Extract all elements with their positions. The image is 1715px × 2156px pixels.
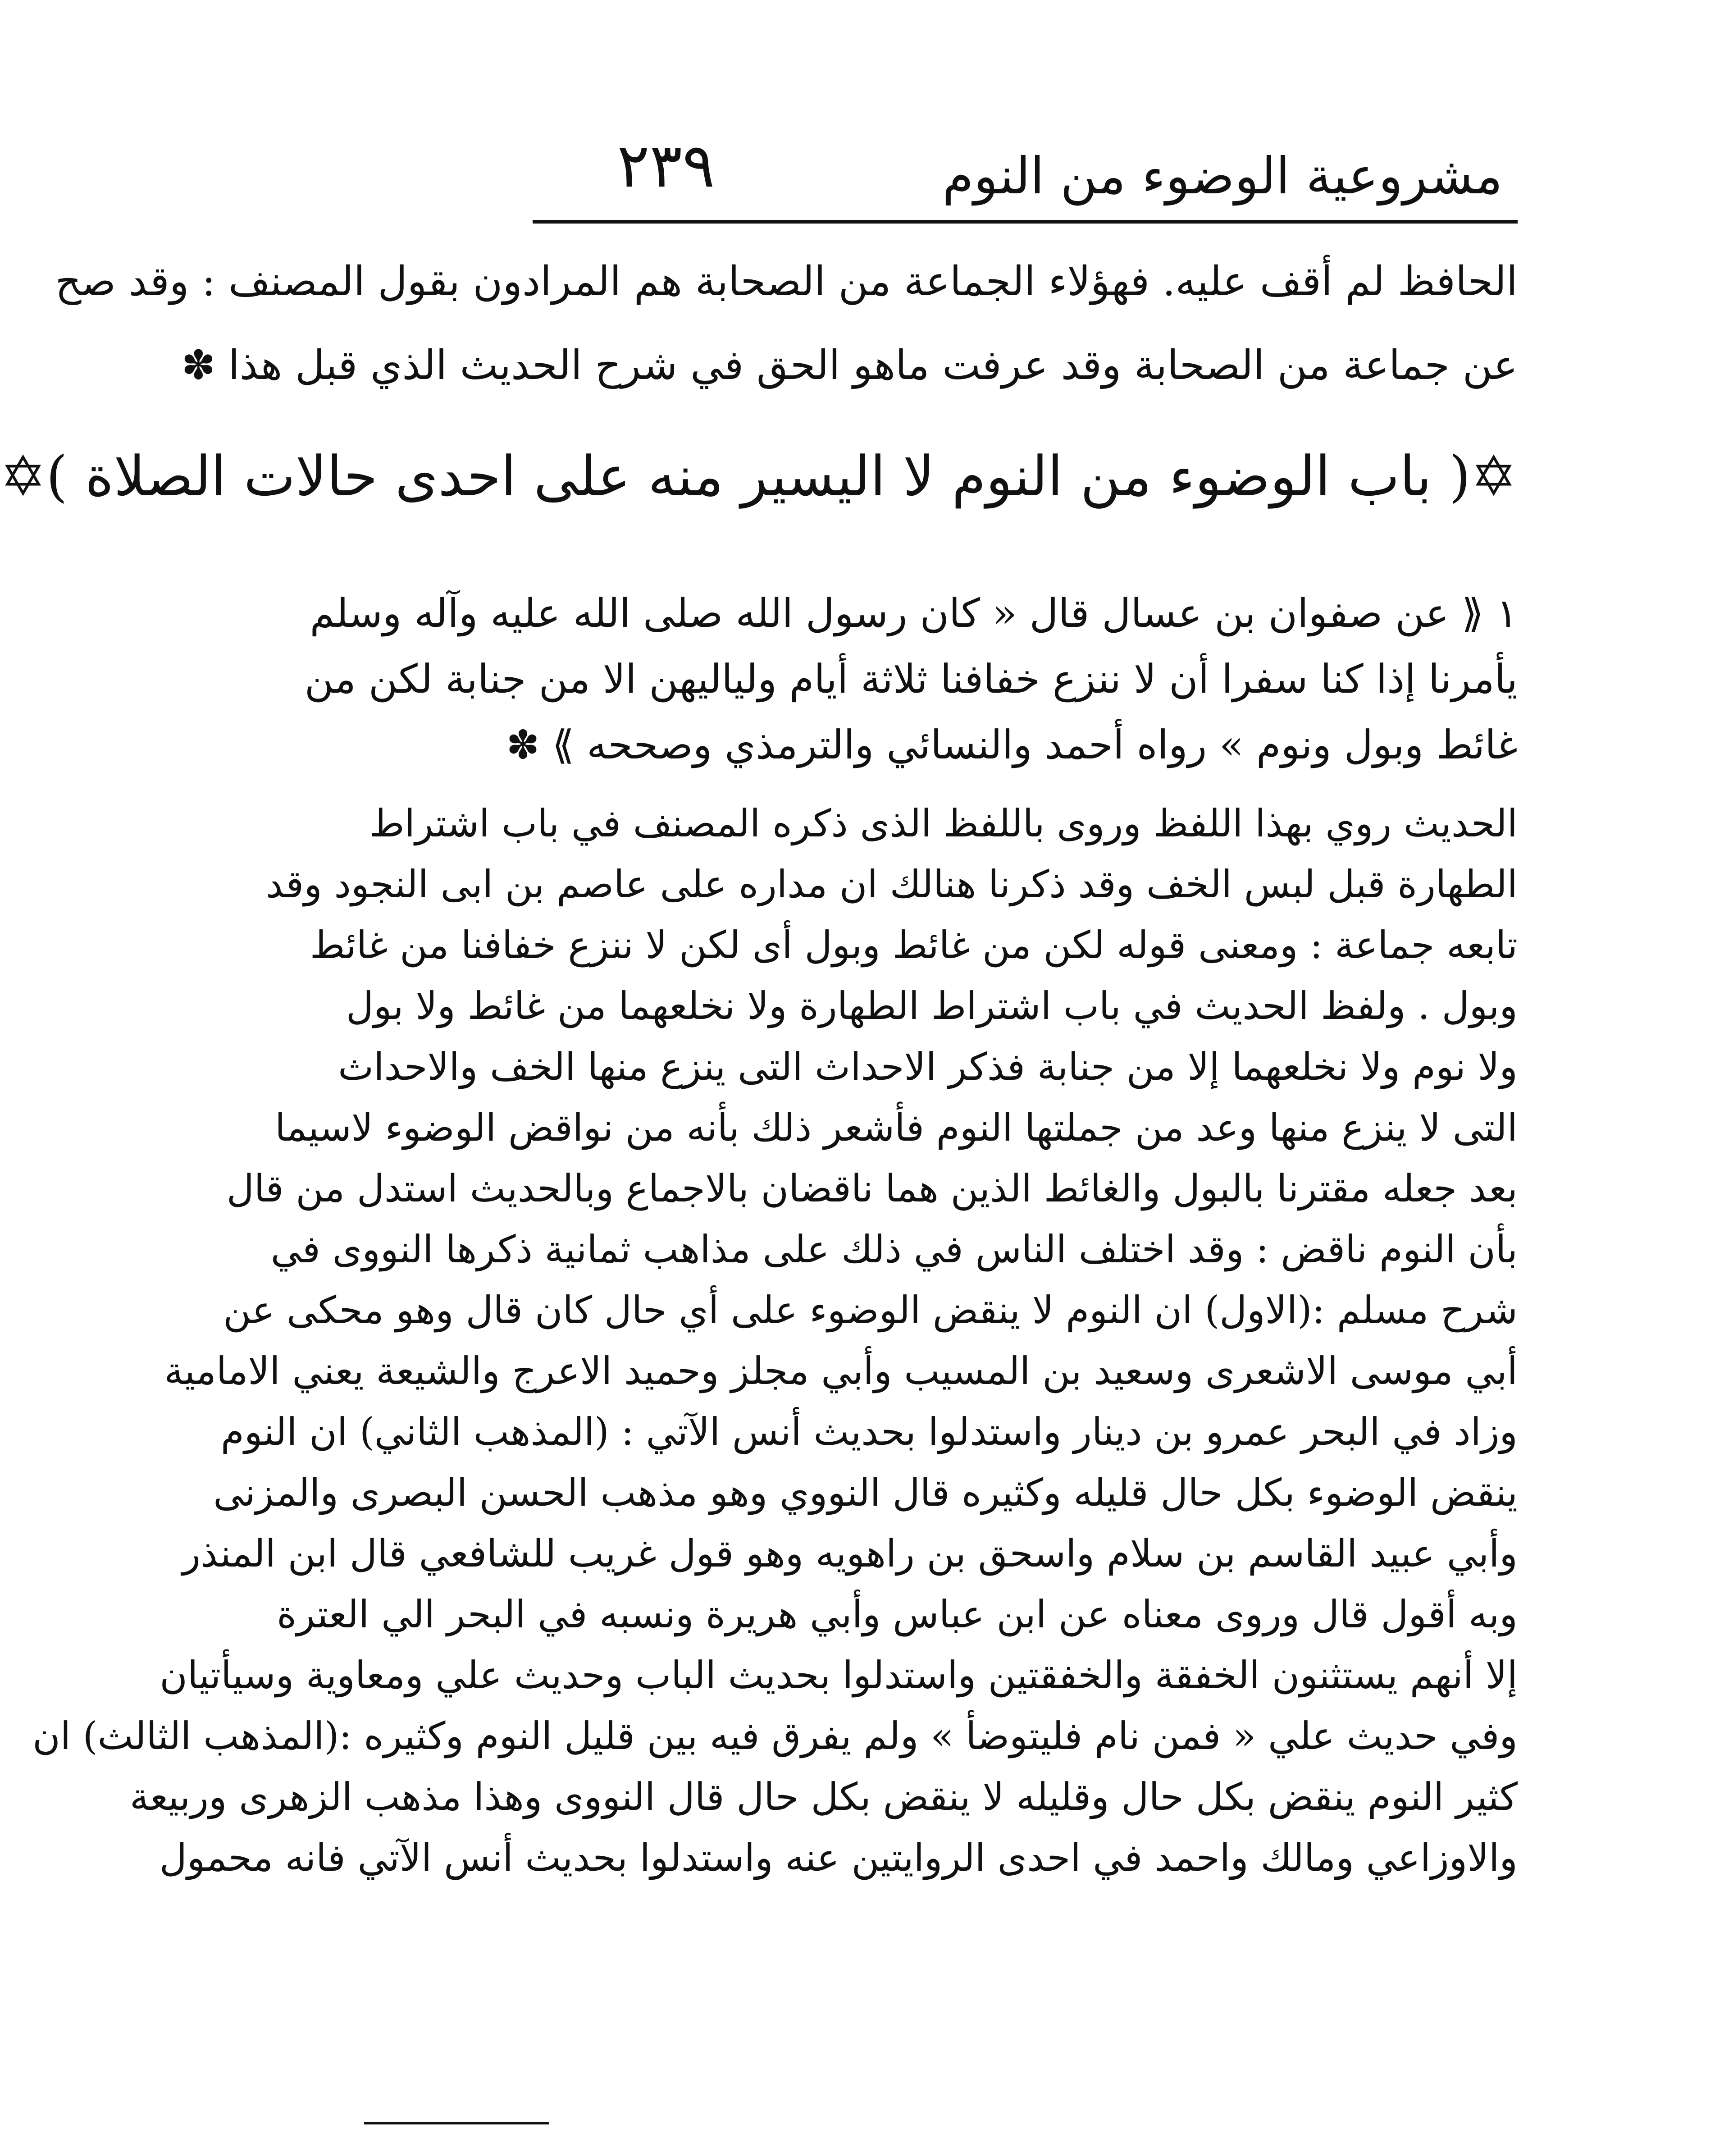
commentary-line-13: وأبي عبيد القاسم بن سلام واسحق بن راهويه وهو قول غريب للشافعي قال ابن المنذر — [182, 1531, 1518, 1576]
commentary-line-3: تابعه جماعة : ومعنى قوله لكن من غائط وبول أى لكن لا ننزع خفافنا من غائط — [310, 923, 1518, 967]
commentary-line-11: وزاد في البحر عمرو بن دينار واستدلوا بحديث أنس الآتي : (المذهب الثاني) ان النوم — [220, 1410, 1518, 1454]
commentary-line-18: والاوزاعي ومالك واحمد في احدى الروايتين عنه واستدلوا بحديث أنس الآتي فانه محمول — [159, 1836, 1518, 1880]
hadith-line-2: يأمرنا إذا كنا سفرا أن لا ننزع خفافنا ثلاثة أيام ولياليهن الا من جنابة لكن من — [304, 656, 1518, 702]
hadith-paragraph — [304, 580, 1518, 779]
commentary-line-8: بأن النوم ناقض : وقد اختلف الناس في ذلك على مذاهب ثمانية ذكرها النووى في — [270, 1227, 1518, 1271]
commentary-line-1: الحديث روي بهذا اللفظ وروى باللفظ الذى ذكره المصنف في باب اشتراط — [369, 801, 1518, 845]
commentary-line-10: أبي موسى الاشعرى وسعيد بن المسيب وأبي مجلز وحميد الاعرج والشيعة يعني الامامية — [164, 1349, 1518, 1393]
commentary-line-16: وفي حديث علي « فمن نام فليتوضأ » ولم يفرق فيه بين قليل النوم وكثيره :(المذهب الثالث) ان — [32, 1714, 1518, 1758]
commentary-line-9: شرح مسلم :(الاول) ان النوم لا ينقض الوضوء على أي حال كان قال وهو محكى عن — [223, 1288, 1518, 1332]
commentary-paragraph — [32, 793, 1518, 2010]
running-title: مشروعية الوضوء من النوم — [942, 147, 1503, 206]
page-number: ٢٣٩ — [617, 130, 715, 201]
chapter-heading: ✡( باب الوضوء من النوم لا اليسير منه على احدى حالات الصلاة )✡ — [0, 444, 1517, 508]
commentary-line-7: بعد جعله مقترنا بالبول والغائط الذين هما ناقضان بالاجماع وبالحديث استدل من قال — [226, 1166, 1518, 1210]
intro-line-1: الحافظ لم أقف عليه. فهؤلاء الجماعة من الصحابة هم المرادون بقول المصنف : وقد صح — [55, 258, 1518, 305]
hadith-line-1: ١ ⟪ عن صفوان بن عسال قال « كان رسول الله صلى الله عليه وآله وسلم — [310, 590, 1518, 636]
header-rule — [533, 220, 1518, 224]
hadith-line-3: غائط وبول ونوم » رواه أحمد والنسائي والترمذي وصححه ⟫ ✽ — [506, 722, 1518, 768]
commentary-line-17: كثير النوم ينقض بكل حال وقليله لا ينقض بكل حال قال النووى وهذا مذهب الزهرى وربيعة — [130, 1775, 1518, 1819]
commentary-line-5: ولا نوم ولا نخلعهما إلا من جنابة فذكر الاحداث التى ينزع منها الخف والاحداث — [338, 1045, 1518, 1089]
commentary-line-6: التى لا ينزع منها وعد من جملتها النوم فأشعر ذلك بأنه من نواقض الوضوء لاسيما — [275, 1105, 1518, 1150]
intro-paragraph — [55, 240, 1518, 407]
commentary-line-2: الطهارة قبل لبس الخف وقد ذكرنا هنالك ان مداره على عاصم بن ابى النجود وقد — [265, 862, 1518, 906]
commentary-line-14: وبه أقول قال وروى معناه عن ابن عباس وأبي هريرة ونسبه في البحر الي العترة — [277, 1592, 1518, 1636]
commentary-line-12: ينقض الوضوء بكل حال قليله وكثيره قال النووي وهو مذهب الحسن البصرى والمزنى — [213, 1471, 1518, 1515]
commentary-line-4: وبول . ولفظ الحديث في باب اشتراط الطهارة ولا نخلعهما من غائط ولا بول — [346, 984, 1518, 1028]
bottom-rule — [364, 2122, 549, 2124]
intro-line-2: عن جماعة من الصحابة وقد عرفت ماهو الحق في شرح الحديث الذي قبل هذا ✽ — [181, 342, 1518, 389]
commentary-line-15: إلا أنهم يستثنون الخفقة والخفقتين واستدلوا بحديث الباب وحديث علي ومعاوية وسيأتيان — [160, 1653, 1518, 1697]
